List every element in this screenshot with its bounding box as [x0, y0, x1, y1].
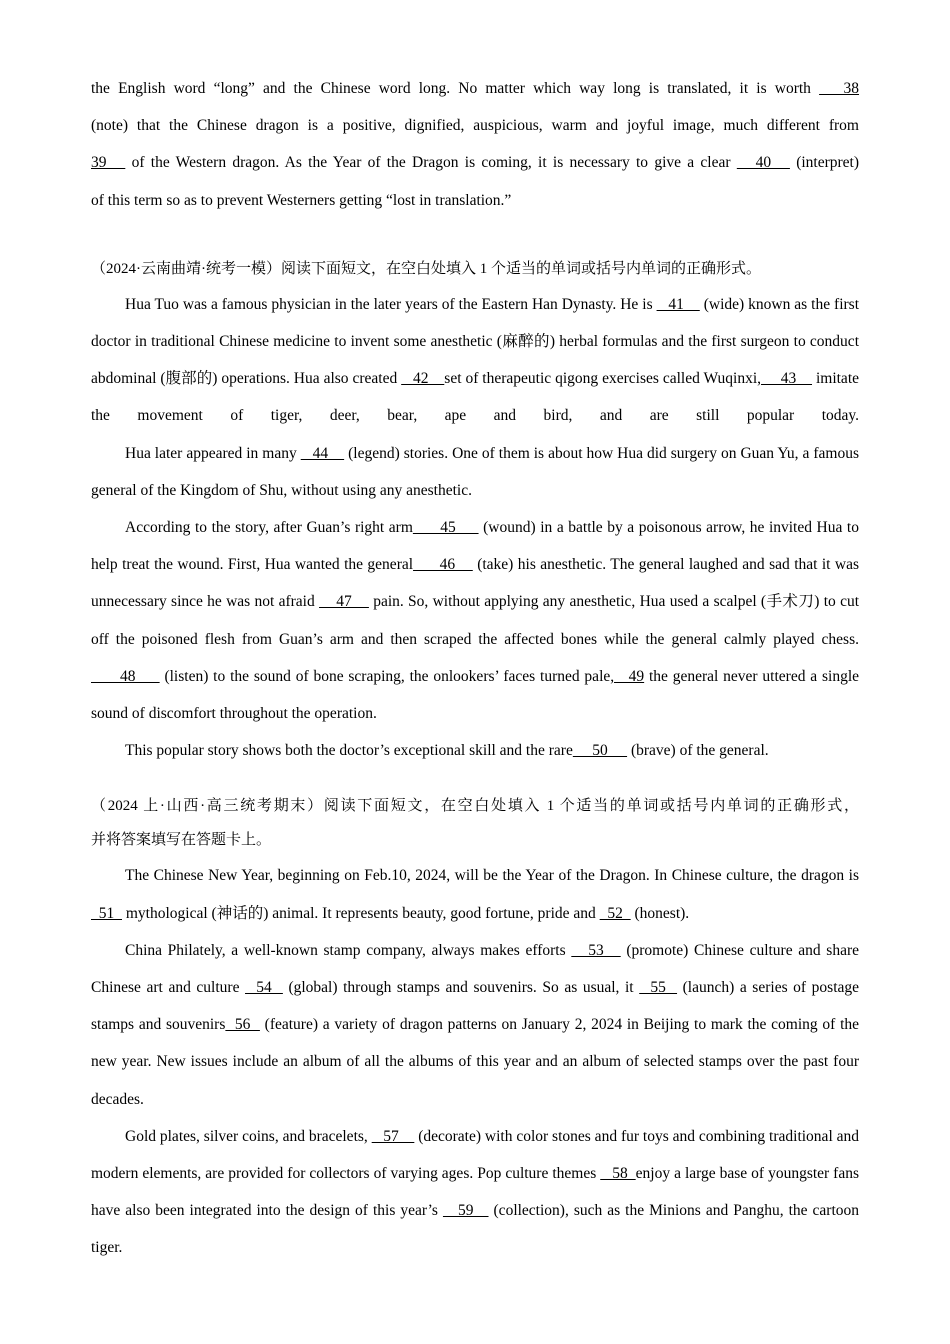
text: of the Western dragon. As the Year of the Dragon is coming, it is necessary to give a clear [125, 154, 737, 172]
blank-56: 56 [225, 1016, 260, 1034]
paragraph [91, 144, 859, 181]
text: (collection), such as the Minions and Panghu, the cartoon tiger. [91, 1202, 860, 1257]
text: China Philately, a well-known stamp company, always makes efforts [125, 941, 572, 959]
blank-50: 50 [572, 742, 628, 760]
exercise-section-2 [91, 252, 859, 770]
blank-52: 52 [599, 904, 631, 922]
paragraph [91, 286, 859, 435]
blank-57: 57 [371, 1127, 415, 1145]
text: (launch) a series of postage stamps and souvenirs [91, 979, 860, 1034]
paragraph [91, 182, 859, 219]
paragraph [91, 509, 859, 732]
blank-47: 47 [319, 593, 369, 611]
text: (global) through stamps and souvenirs. So as usual, it [282, 979, 640, 997]
text: (feature) a variety of dragon patterns on January 2, 2024 in Beijing to mark the coming of the new year. New issues include an album of all the albums of this year and an album of selected stamps over the past four decades. [91, 1016, 859, 1108]
blank-55: 55 [639, 979, 678, 997]
text: This popular story shows both the doctor’s exceptional skill and the rare [125, 742, 573, 760]
paragraph [91, 70, 859, 107]
section-header: （2024 上·山西·高三统考期末）阅读下面短文，在空白处填入 1 个适当的单词或括号内单词的正确形式， [91, 798, 859, 815]
blank-46: 46 [413, 556, 473, 574]
text: (wide) known as the first doctor in traditional Chinese medicine to invent some anesthetic (麻醉的) herbal formulas and the first surgeon to conduct abdominal (腹部的) operations. Hua also created [91, 295, 860, 388]
text: pain. So, without applying any anesthetic, Hua used a scalpel (手术刀) to cut off the poisoned flesh from Guan’s arm and then scraped the affected bones while the general calmly played chess. [91, 593, 860, 648]
text: The Chinese New Year, beginning on Feb.10, 2024, will be the Year of the Dragon. In Chinese culture, the dragon is [125, 867, 859, 885]
blank-39: 39 [91, 154, 126, 172]
text: (decorate) with color stones and fur toys and combining traditional and modern elements, are provided for collectors of varying ages. Pop culture themes [91, 1127, 860, 1183]
section-header: （2024·云南曲靖·统考一模）阅读下面短文，在空白处填入 1 个适当的单词或括号内单词的正确形式。 [91, 260, 761, 277]
blank-48: 48 [91, 667, 160, 685]
blank-53: 53 [571, 941, 621, 959]
paragraph [91, 857, 859, 931]
blank-51: 51 [91, 904, 122, 922]
blank-59: 59 [442, 1202, 489, 1220]
text: (brave) of the general. [627, 742, 769, 760]
blank-54: 54 [245, 979, 283, 997]
paragraph [91, 1118, 859, 1267]
text: (legend) stories. One of them is about how Hua did surgery on Guan Yu, a famous general of the Kingdom of Shu, without using any anesthetic. [91, 444, 860, 499]
exercise-section-3 [91, 789, 859, 1266]
text: Hua Tuo was a famous physician in the later years of the Eastern Han Dynasty. He is [125, 295, 657, 313]
blank-44: 44 [300, 444, 345, 462]
blank-49: , 49 [610, 667, 645, 685]
blank-40: 40 [736, 154, 790, 172]
text: (note) that the Chinese dragon is a positive, dignified, auspicious, warm and joyful image, much different from [91, 117, 859, 135]
text: (promote) Chinese culture and share Chinese art and culture [91, 941, 859, 997]
paragraph [91, 107, 859, 144]
text: (honest). [630, 904, 690, 922]
text: mythological (神话的) animal. It represents beauty, good fortune, pride and [122, 904, 600, 922]
blank-43: 43 [761, 370, 813, 388]
text: the general never uttered a single sound of discomfort throughout the operation. [91, 667, 860, 723]
text: (wound) in a battle by a poisonous arrow, he invited Hua to help treat the wound. First, Hua wanted the general [91, 519, 859, 574]
text: the English word “long” and the Chinese word long. No matter which way long is translated, it is worth [91, 80, 820, 97]
text: (take) his anesthetic. The general laughed and sad that it was unnecessary since he was not afraid [91, 556, 859, 611]
text: of this term so as to prevent Westerners getting “lost in translation.” [91, 191, 512, 209]
passage-continuation [91, 70, 859, 219]
text: According to the story, after Guan’s right arm [125, 519, 413, 537]
paragraph [91, 932, 859, 1118]
blank-45: 45 [412, 519, 479, 537]
text: Hua later appeared in many [125, 444, 301, 462]
section-header-cont: 并将答案填写在答题卡上。 [91, 832, 272, 849]
blank-58: 58 [600, 1165, 636, 1183]
text: (interpret) [789, 154, 860, 172]
paragraph [91, 732, 859, 769]
blank-38: 38 [819, 80, 860, 97]
text: enjoy a large base of youngster fans have also been integrated into the design of this year’s [91, 1165, 860, 1220]
document-page [91, 70, 859, 1267]
text: (listen) to the sound of bone scraping, the onlookers’ faces turned pale [159, 667, 611, 685]
text: set of therapeutic qigong exercises called Wuqinxi, [444, 370, 762, 388]
blank-42: 42 [401, 370, 445, 388]
blank-41: 41 [656, 295, 700, 313]
text: imitate the movement of tiger, deer, bear, ape and bird, and are still popular today. [91, 370, 860, 425]
text: Gold plates, silver coins, and bracelets, [125, 1127, 372, 1145]
paragraph [91, 435, 859, 509]
